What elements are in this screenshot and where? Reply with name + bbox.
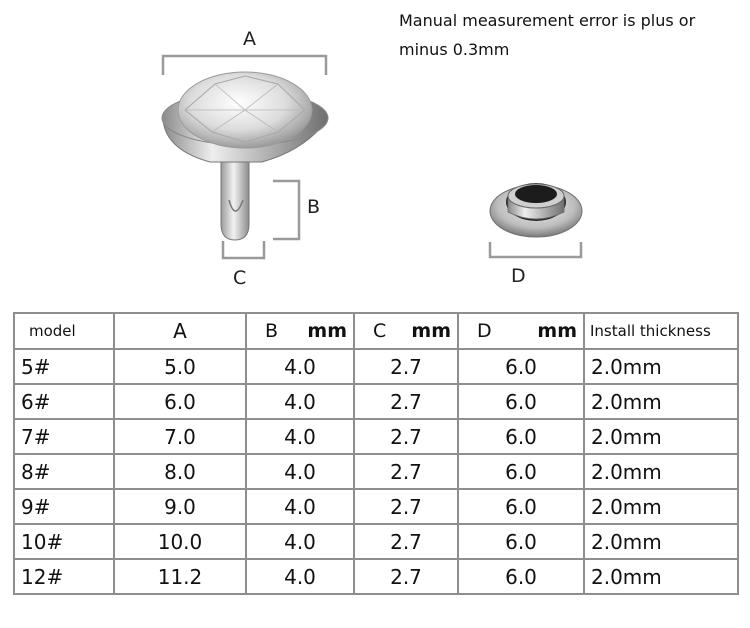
header-d bbox=[458, 313, 584, 349]
cell-a: 7.0 bbox=[114, 419, 246, 454]
header-b-unit: mm bbox=[307, 320, 347, 342]
cell-c: 2.7 bbox=[354, 559, 458, 594]
cell-c: 2.7 bbox=[354, 349, 458, 384]
cell-c: 2.7 bbox=[354, 524, 458, 559]
cell-model: 6# bbox=[14, 384, 114, 419]
header-d-unit: mm bbox=[537, 320, 577, 342]
label-c: C bbox=[233, 267, 247, 289]
table-row bbox=[14, 559, 738, 594]
header-a: A bbox=[114, 313, 246, 349]
cell-install: 2.0mm bbox=[584, 419, 738, 454]
cell-model: 12# bbox=[14, 559, 114, 594]
cell-a: 8.0 bbox=[114, 454, 246, 489]
cell-d: 6.0 bbox=[458, 454, 584, 489]
cell-b: 4.0 bbox=[246, 559, 354, 594]
cell-d: 6.0 bbox=[458, 524, 584, 559]
washer bbox=[490, 183, 582, 237]
table-row bbox=[14, 454, 738, 489]
header-c-letter: C bbox=[373, 320, 387, 342]
table-row bbox=[14, 489, 738, 524]
header-c-unit: mm bbox=[411, 320, 451, 342]
cell-c: 2.7 bbox=[354, 489, 458, 524]
table-row bbox=[14, 419, 738, 454]
measurement-error-note: Manual measurement error is plus or minus 0.3mm bbox=[399, 11, 696, 59]
table-row bbox=[14, 349, 738, 384]
cell-d: 6.0 bbox=[458, 489, 584, 524]
cell-c: 2.7 bbox=[354, 454, 458, 489]
cell-a: 5.0 bbox=[114, 349, 246, 384]
label-b: B bbox=[307, 196, 321, 218]
cell-c: 2.7 bbox=[354, 419, 458, 454]
cell-c: 2.7 bbox=[354, 384, 458, 419]
cell-install: 2.0mm bbox=[584, 489, 738, 524]
header-install-thickness: Install thickness bbox=[584, 313, 738, 349]
header-c bbox=[354, 313, 458, 349]
dimension-b-bracket bbox=[273, 181, 299, 239]
table-row bbox=[14, 384, 738, 419]
cell-b: 4.0 bbox=[246, 524, 354, 559]
cell-a: 11.2 bbox=[114, 559, 246, 594]
header-b-letter: B bbox=[265, 320, 279, 342]
cell-model: 10# bbox=[14, 524, 114, 559]
cell-b: 4.0 bbox=[246, 454, 354, 489]
dimension-c-bracket bbox=[223, 241, 264, 258]
cell-install: 2.0mm bbox=[584, 454, 738, 489]
cell-model: 8# bbox=[14, 454, 114, 489]
cell-d: 6.0 bbox=[458, 419, 584, 454]
cell-model: 7# bbox=[14, 419, 114, 454]
cell-d: 6.0 bbox=[458, 559, 584, 594]
label-a: A bbox=[243, 28, 256, 50]
cell-a: 6.0 bbox=[114, 384, 246, 419]
cell-b: 4.0 bbox=[246, 384, 354, 419]
header-b bbox=[246, 313, 354, 349]
cell-a: 10.0 bbox=[114, 524, 246, 559]
size-table bbox=[13, 312, 739, 595]
cell-a: 9.0 bbox=[114, 489, 246, 524]
rivet-stem bbox=[221, 160, 249, 240]
rivet-diagram bbox=[0, 0, 750, 300]
cell-install: 2.0mm bbox=[584, 349, 738, 384]
label-d: D bbox=[511, 265, 526, 287]
cell-model: 5# bbox=[14, 349, 114, 384]
table-header-row bbox=[14, 313, 738, 349]
header-d-letter: D bbox=[477, 320, 492, 342]
cell-d: 6.0 bbox=[458, 349, 584, 384]
cell-install: 2.0mm bbox=[584, 559, 738, 594]
table-row bbox=[14, 524, 738, 559]
crystal-stone bbox=[178, 72, 312, 148]
cell-b: 4.0 bbox=[246, 349, 354, 384]
dimension-d-bracket bbox=[490, 242, 581, 257]
cell-b: 4.0 bbox=[246, 419, 354, 454]
cell-model: 9# bbox=[14, 489, 114, 524]
header-model: model bbox=[14, 313, 114, 349]
cell-d: 6.0 bbox=[458, 384, 584, 419]
cell-install: 2.0mm bbox=[584, 524, 738, 559]
cell-install: 2.0mm bbox=[584, 384, 738, 419]
cell-b: 4.0 bbox=[246, 489, 354, 524]
